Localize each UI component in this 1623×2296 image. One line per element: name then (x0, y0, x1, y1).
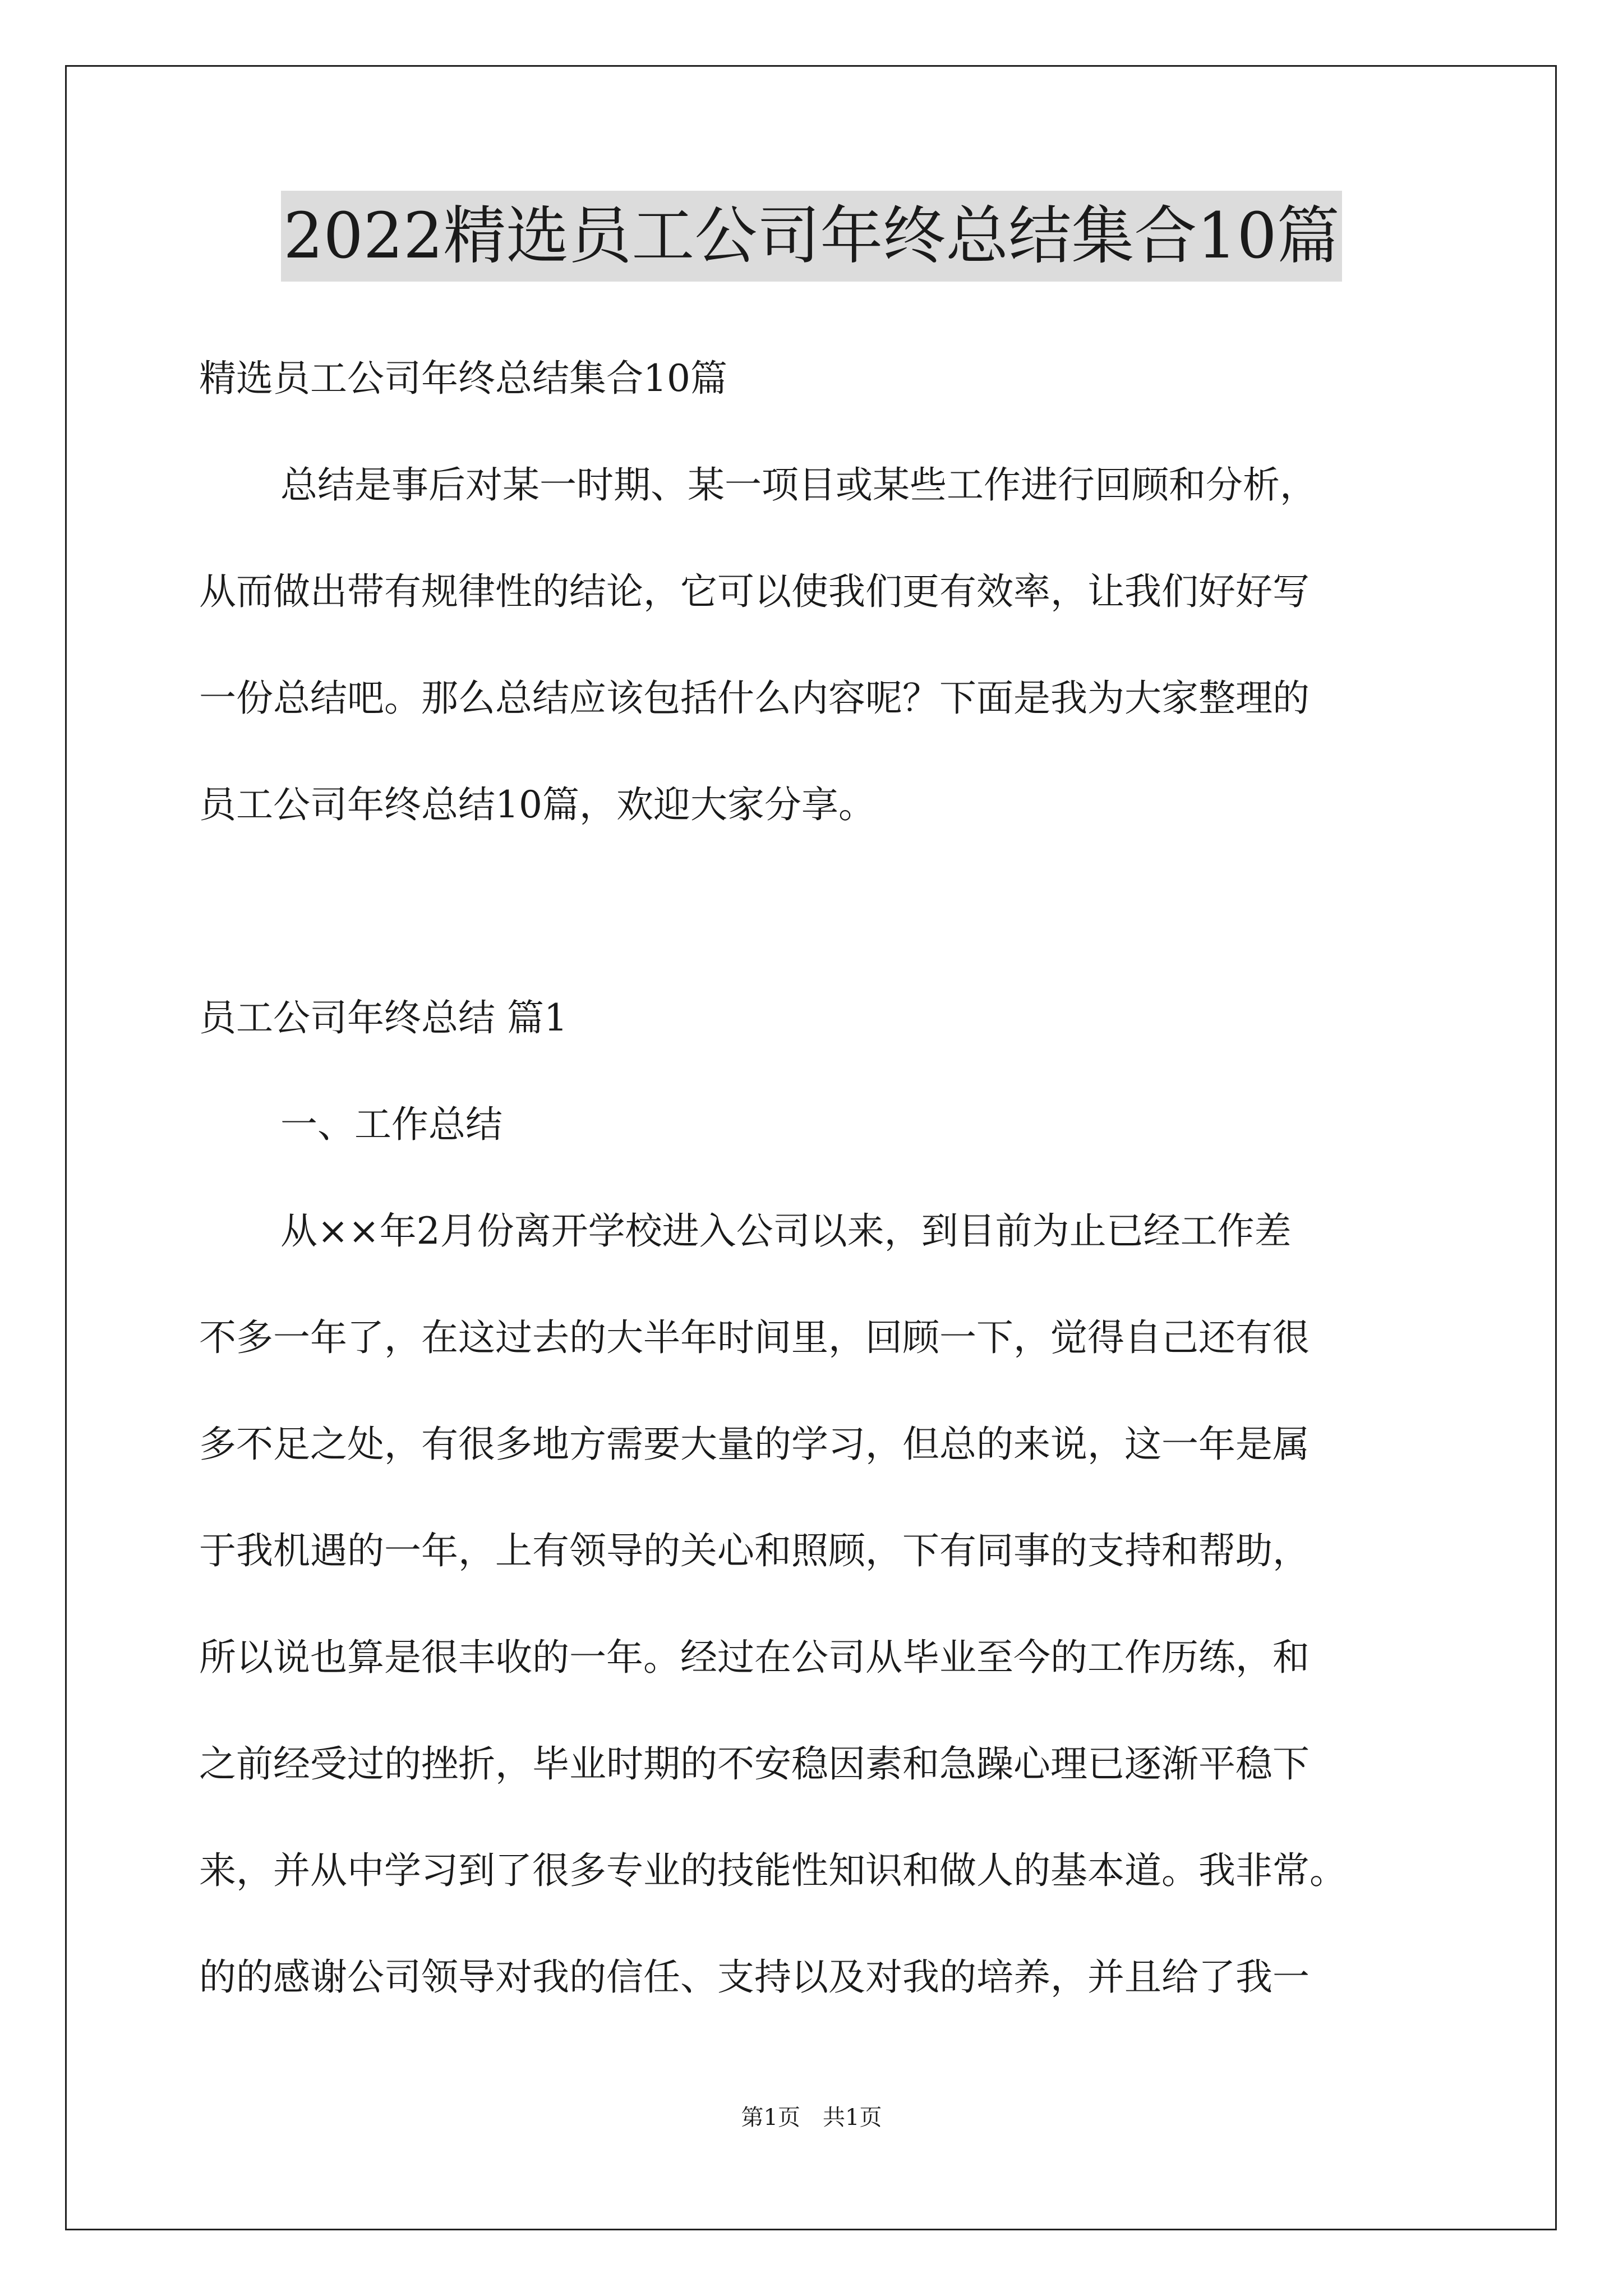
intro-line: 总结是事后对某一时期、某一项目或某些工作进行回顾和分析， (280, 463, 1317, 507)
page-footer: 第1页 共1页 (741, 2105, 882, 2131)
intro-line: 从而做出带有规律性的结论，它可以使我们更有效率，让我们好好写 (199, 570, 1310, 613)
body-line: 不多一年了，在这过去的大半年时间里，回顾一下，觉得自己还有很 (199, 1316, 1310, 1359)
intro-line: 员工公司年终总结10篇，欢迎大家分享。 (199, 783, 875, 826)
body-line: 多不足之处，有很多地方需要大量的学习，但总的来说，这一年是属 (199, 1423, 1310, 1466)
intro-line: 一份总结吧。那么总结应该包括什么内容呢？下面是我为大家整理的 (199, 677, 1310, 720)
body-line: 之前经受过的挫折，毕业时期的不安稳因素和急躁心理已逐渐平稳下 (199, 1742, 1310, 1786)
body-line: 于我机遇的一年，上有领导的关心和照顾，下有同事的支持和帮助， (199, 1529, 1310, 1572)
section-heading: 员工公司年终总结 篇1 (199, 996, 568, 1039)
body-line: 来，并从中学习到了很多专业的技能性知识和做人的基本道。我非常。 (199, 1849, 1347, 1892)
title-container (0, 191, 1623, 282)
body-line: 的的感谢公司领导对我的信任、支持以及对我的培养，并且给了我一 (199, 1955, 1310, 1999)
document-subtitle: 精选员工公司年终总结集合10篇 (199, 357, 727, 400)
subheading: 一、工作总结 (280, 1103, 502, 1146)
document-title: 2022精选员工公司年终总结集合10篇 (281, 191, 1342, 282)
body-line: 从××年2月份离开学校进入公司以来，到目前为止已经工作差 (280, 1209, 1292, 1253)
body-line: 所以说也算是很丰收的一年。经过在公司从毕业至今的工作历练，和 (199, 1636, 1310, 1679)
